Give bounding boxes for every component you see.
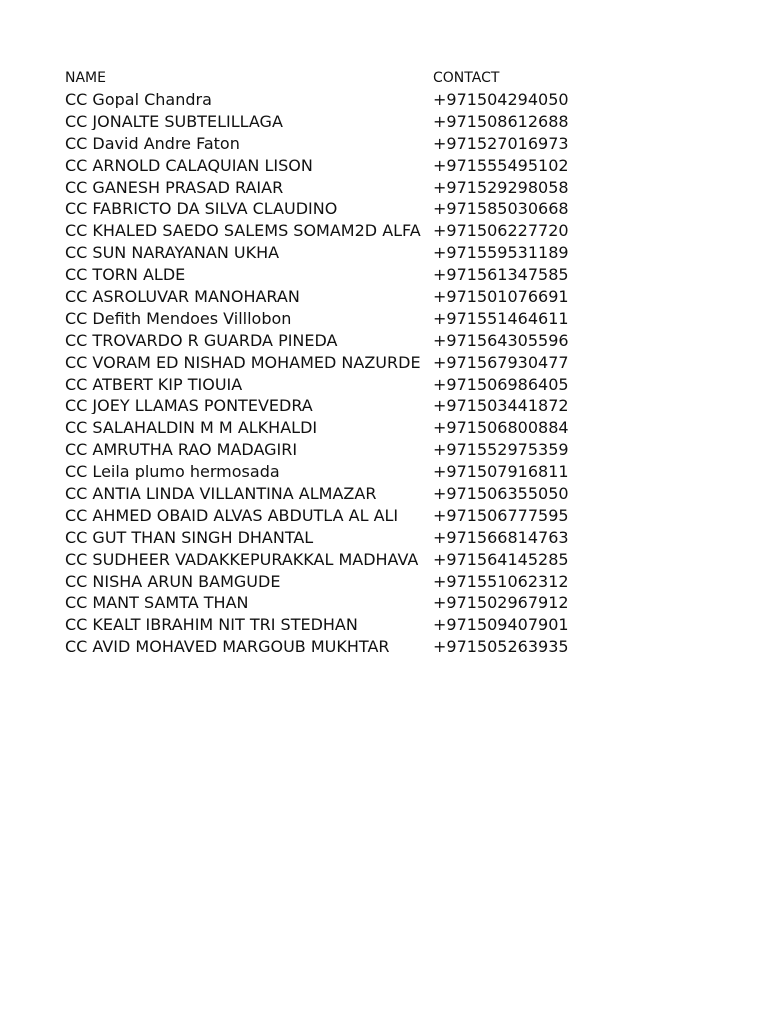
name-column-header: NAME [65,71,106,85]
contact-cell: +971505263935 [433,637,569,657]
contact-cell: +971506227720 [433,221,569,241]
name-cell: CC TORN ALDE [65,267,186,284]
contact-cell: +971555495102 [433,155,569,175]
table-row [65,483,705,505]
table-row [65,505,705,527]
name-cell: CC AHMED OBAID ALVAS ABDUTLA AL ALI [65,507,399,524]
table-row [65,592,705,614]
name-cell: CC JONALTE SUBTELILLAGA [65,113,283,130]
contact-cell: +971529298058 [433,177,569,197]
contact-cell: +971506777595 [433,505,569,525]
contact-cell: +971504294050 [433,89,569,109]
table-row [65,461,705,483]
contact-cell: +971551062312 [433,571,569,591]
table-row [65,395,705,417]
table-row [65,417,705,439]
contact-cell: +971559531189 [433,243,569,263]
table-body [65,89,705,658]
contact-cell: +971506355050 [433,483,569,503]
name-cell: CC ATBERT KIP TIOUIA [65,376,243,393]
table-row [65,242,705,264]
name-cell: CC AMRUTHA RAO MADAGIRI [65,442,298,459]
name-cell: CC NISHA ARUN BAMGUDE [65,573,281,590]
contact-cell: +971552975359 [433,440,569,460]
name-cell: CC Defith Mendoes Villlobon [65,310,292,327]
contact-cell: +971508612688 [433,111,569,131]
name-cell: CC KHALED SAEDO SALEMS SOMAM2D ALFA [65,223,421,240]
name-cell: CC ARNOLD CALAQUIAN LISON [65,157,313,174]
table-row [65,198,705,220]
table-row [65,133,705,155]
table-row [65,286,705,308]
name-cell: CC KEALT IBRAHIM NIT TRI STEDHAN [65,617,358,634]
table-row [65,527,705,549]
contact-cell: +971502967912 [433,593,569,613]
contact-cell: +971564305596 [433,330,569,350]
contact-cell: +971509407901 [433,615,569,635]
contact-sheet [65,67,705,658]
contact-cell: +971506800884 [433,418,569,438]
table-row [65,111,705,133]
contact-cell: +971585030668 [433,199,569,219]
table-row [65,614,705,636]
table-row [65,220,705,242]
table-row [65,308,705,330]
name-cell: CC SALAHALDIN M M ALKHALDI [65,420,318,437]
name-cell: CC SUN NARAYANAN UKHA [65,245,280,262]
table-row [65,439,705,461]
contact-cell: +971564145285 [433,549,569,569]
contact-cell: +971567930477 [433,352,569,372]
table-row [65,330,705,352]
contact-cell: +971566814763 [433,527,569,547]
table-row [65,352,705,374]
table-row [65,571,705,593]
name-cell: CC JOEY LLAMAS PONTEVEDRA [65,398,313,415]
name-cell: CC Leila plumo hermosada [65,464,280,481]
name-cell: CC FABRICTO DA SILVA CLAUDINO [65,201,338,218]
name-cell: CC SUDHEER VADAKKEPURAKKAL MADHAVA [65,551,419,568]
name-cell: CC AVID MOHAVED MARGOUB MUKHTAR [65,639,390,656]
contact-cell: +971501076691 [433,286,569,306]
contact-column-header: CONTACT [433,70,500,86]
name-cell: CC David Andre Faton [65,135,240,152]
contact-cell: +971507916811 [433,462,569,482]
contact-cell: +971561347585 [433,265,569,285]
contact-cell: +971551464611 [433,308,569,328]
table-row [65,374,705,396]
contact-cell: +971506986405 [433,374,569,394]
table-row [65,89,705,111]
table-row [65,177,705,199]
contact-cell: +971503441872 [433,396,569,416]
name-cell: CC MANT SAMTA THAN [65,595,249,612]
table-header-row [65,67,705,89]
table-row [65,264,705,286]
contact-cell: +971527016973 [433,133,569,153]
name-cell: CC ANTIA LINDA VILLANTINA ALMAZAR [65,485,377,502]
name-cell: CC TROVARDO R GUARDA PINEDA [65,332,338,349]
table-row [65,155,705,177]
name-cell: CC GANESH PRASAD RAIAR [65,179,284,196]
name-cell: CC VORAM ED NISHAD MOHAMED NAZURDE [65,354,421,371]
name-cell: CC GUT THAN SINGH DHANTAL [65,529,314,546]
name-cell: CC Gopal Chandra [65,91,212,108]
name-cell: CC ASROLUVAR MANOHARAN [65,288,300,305]
table-row [65,636,705,658]
table-row [65,549,705,571]
